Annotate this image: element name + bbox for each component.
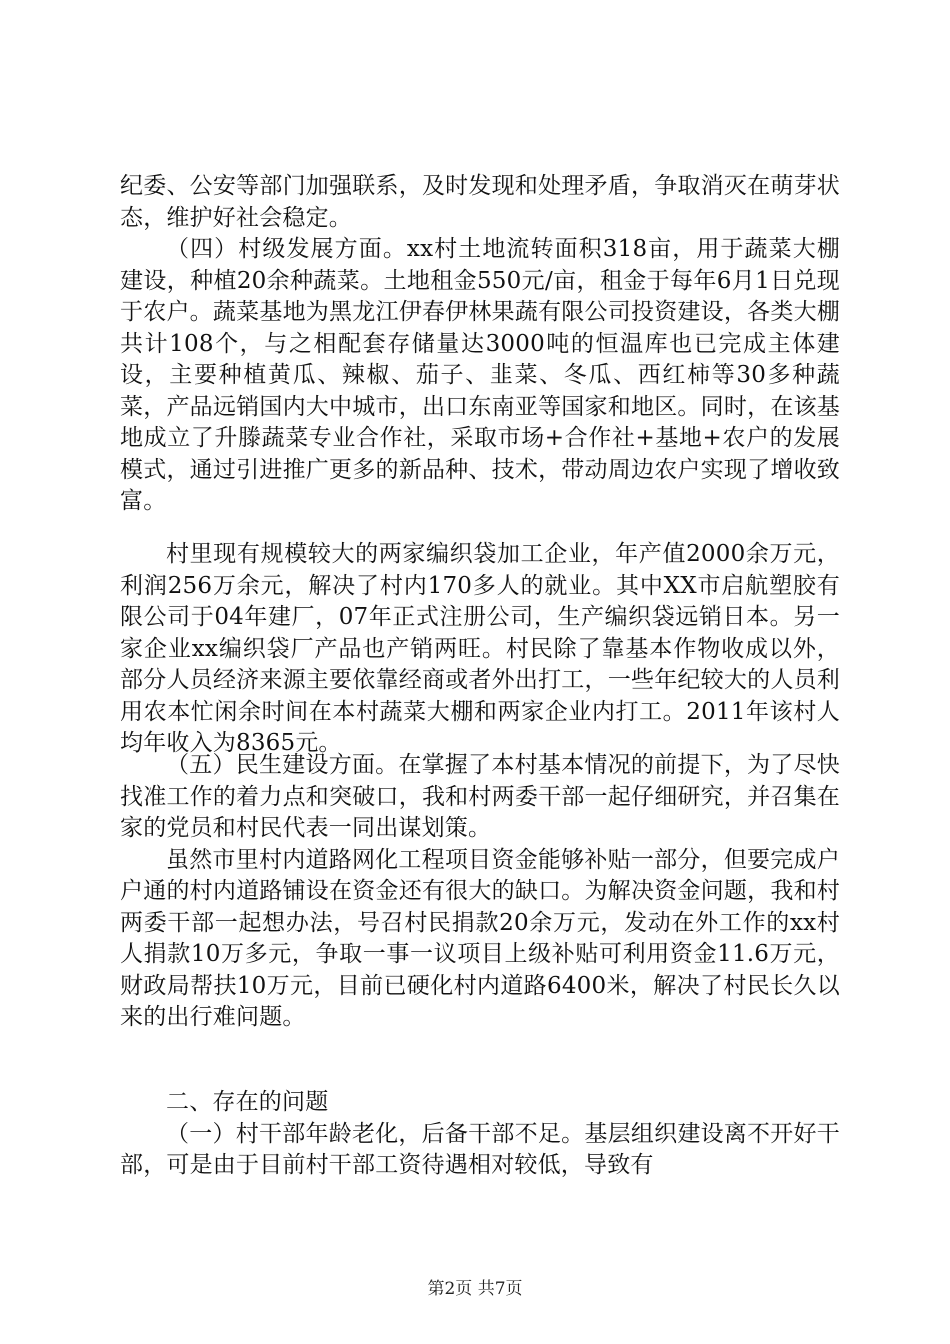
paragraph-village-development: （四）村级发展方面。xx村土地流转面积318亩，用于蔬菜大棚建设，种植20余种蔬菜。土地租金550元/亩，租金于每年6月1日兑现于农户。蔬菜基地为黑龙江伊春伊林果蔬有限公司投资建设，各类大棚共计108个，与之相配套存储量达3000吨的恒温库也已完成主体建设，主要种植黄瓜、辣椒、茄子、韭菜、冬瓜、西红柿等30多种蔬菜，产品远销国内大中城市，出口东南亚等国家和地区。同时，在该基地成立了升滕蔬菜专业合作社，采取市场+合作社+基地+农户的发展模式，通过引进推广更多的新品种、技术，带动周边农户实现了增收致富。 <box>120 236 840 514</box>
paragraph-continuation-block <box>120 171 840 518</box>
paragraph-cadre-aging: （一）村干部年龄老化，后备干部不足。基层组织建设离不开好干部，可是由于目前村干部工资待遇相对较低，导致有 <box>120 1120 840 1178</box>
paragraph-enterprise-block <box>120 539 840 760</box>
section-heading-problems: 二、存在的问题 <box>166 1089 329 1115</box>
paragraph-road-funding: 虽然市里村内道路网化工程项目资金能够补贴一部分，但要完成户户通的村内道路铺设在资金还有很大的缺口。为解决资金问题，我和村两委干部一起想办法，号召村民捐款20余万元，发动在外工作的xx村人捐款10万多元，争取一事一议项目上级补贴可利用资金11.6万元，财政局帮扶10万元，目前已硬化村内道路6400米，解决了村民长久以来的出行难问题。 <box>120 846 840 1030</box>
page-footer: 第2页 共7页 <box>427 1279 523 1299</box>
paragraph-continuation: 纪委、公安等部门加强联系，及时发现和处理矛盾，争取消灭在萌芽状态，维护好社会稳定。 <box>120 173 840 231</box>
paragraph-livelihood-block <box>120 750 840 1034</box>
paragraph-enterprises: 村里现有规模较大的两家编织袋加工企业，年产值2000余万元，利润256万余元，解决了村内170多人的就业。其中XX市启航塑胶有限公司于04年建厂，07年正式注册公司，生产编织袋远销日本。另一家企业xx编织袋厂产品也产销两旺。村民除了靠基本作物收成以外，部分人员经济来源主要依靠经商或者外出打工，一些年纪较大的人员利用农本忙闲余时间在本村蔬菜大棚和两家企业内打工。2011年该村人均年收入为8365元。 <box>120 541 840 756</box>
section-problems-block <box>120 1087 840 1182</box>
paragraph-livelihood: （五）民生建设方面。在掌握了本村基本情况的前提下，为了尽快找准工作的着力点和突破口，我和村两委干部一起仔细研究，并召集在家的党员和村民代表一同出谋划策。 <box>120 752 840 841</box>
